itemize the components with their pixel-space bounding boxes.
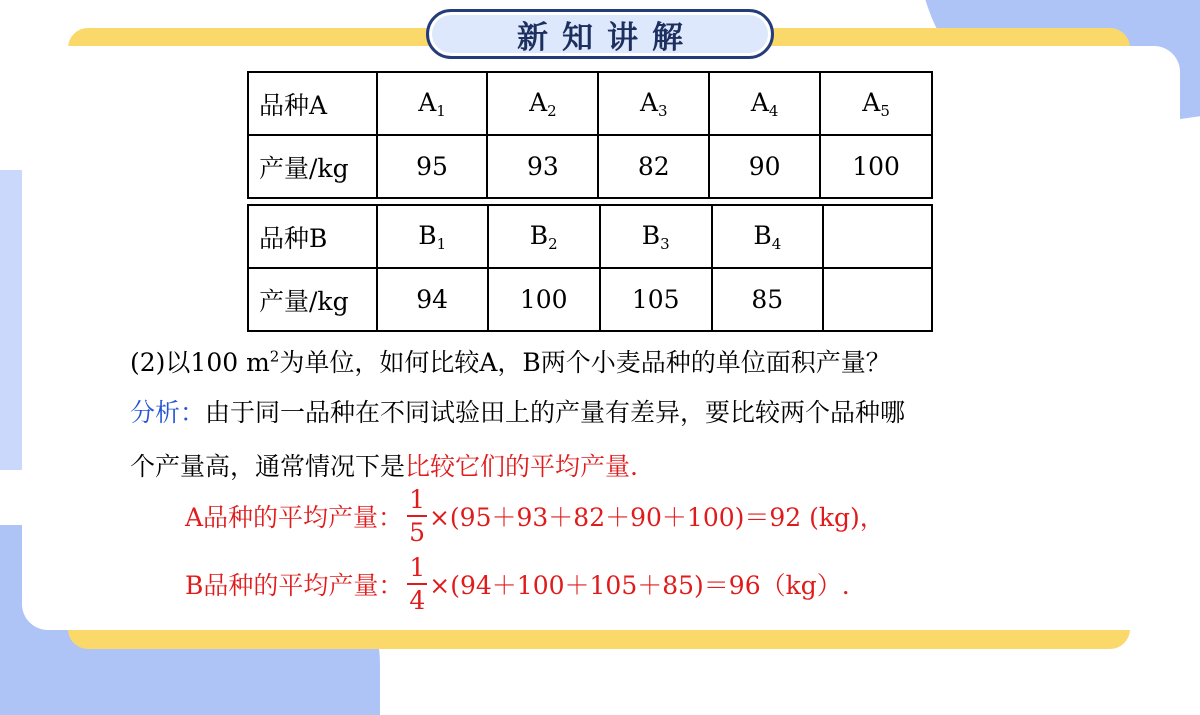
variety-b-table — [247, 204, 933, 332]
fraction: $\frac{1}{4}$ — [409, 553, 426, 615]
yield-value-cell: 95 — [377, 135, 488, 198]
yield-value-cell: 93 — [487, 135, 598, 198]
yield-value-cell: 105 — [600, 268, 712, 331]
formula-variety-a — [185, 487, 885, 545]
plot-label-cell: $B_2$ — [488, 205, 600, 268]
plot-label-cell: $B_4$ — [712, 205, 823, 268]
formula-expression: ×(94＋100＋105＋85)＝96（kg）. — [429, 571, 850, 600]
row-header-yield: 产量/kg — [248, 135, 377, 198]
formula-label: A品种的平均产量： — [185, 503, 404, 532]
table-row — [248, 135, 932, 198]
yield-value-cell: 90 — [709, 135, 820, 198]
row-header-variety: 品种B — [248, 205, 377, 268]
row-header-yield: 产量/kg — [248, 268, 377, 331]
plot-label-cell: $A_3$ — [598, 72, 709, 135]
key-phrase: 比较它们的平均产量 — [405, 452, 631, 481]
plot-label-cell: $B_1$ — [377, 205, 488, 268]
yield-value-cell: 100 — [488, 268, 600, 331]
table-row — [248, 205, 932, 268]
yield-value-cell: 100 — [820, 135, 932, 198]
page-title: 新知讲解 — [517, 19, 697, 56]
row-header-variety: 品种A — [248, 72, 377, 135]
plot-label-cell: $A_2$ — [487, 72, 598, 135]
variety-a-table — [247, 71, 933, 199]
question-text: (2)以100 $m^2$为单位，如何比较A，B两个小麦品种的单位面积产量？ — [130, 347, 891, 377]
yield-value-cell: 94 — [377, 268, 488, 331]
title-banner — [426, 9, 774, 59]
formula-variety-b — [185, 555, 850, 613]
analysis-line-1: 分析：由于同一品种在不同试验田上的产量有差异，要比较两个品种哪 — [130, 398, 906, 427]
table-row — [248, 72, 932, 135]
fraction: $\frac{1}{5}$ — [409, 485, 425, 547]
empty-cell — [823, 268, 932, 331]
analysis-label: 分析 — [130, 398, 181, 427]
formula-expression: ×(95＋93＋82＋90＋100)＝92 (kg)， — [428, 503, 885, 532]
yield-value-cell: 85 — [712, 268, 823, 331]
empty-cell — [823, 205, 932, 268]
plot-label-cell: $A_1$ — [377, 72, 488, 135]
table-row — [248, 268, 932, 331]
plot-label-cell: $B_3$ — [600, 205, 712, 268]
plot-label-cell: $A_5$ — [820, 72, 932, 135]
analysis-line-2: 个产量高，通常情况下是比较它们的平均产量. — [130, 452, 638, 481]
plot-label-cell: $A_4$ — [709, 72, 820, 135]
formula-label: B品种的平均产量： — [185, 571, 404, 600]
yield-value-cell: 82 — [598, 135, 709, 198]
